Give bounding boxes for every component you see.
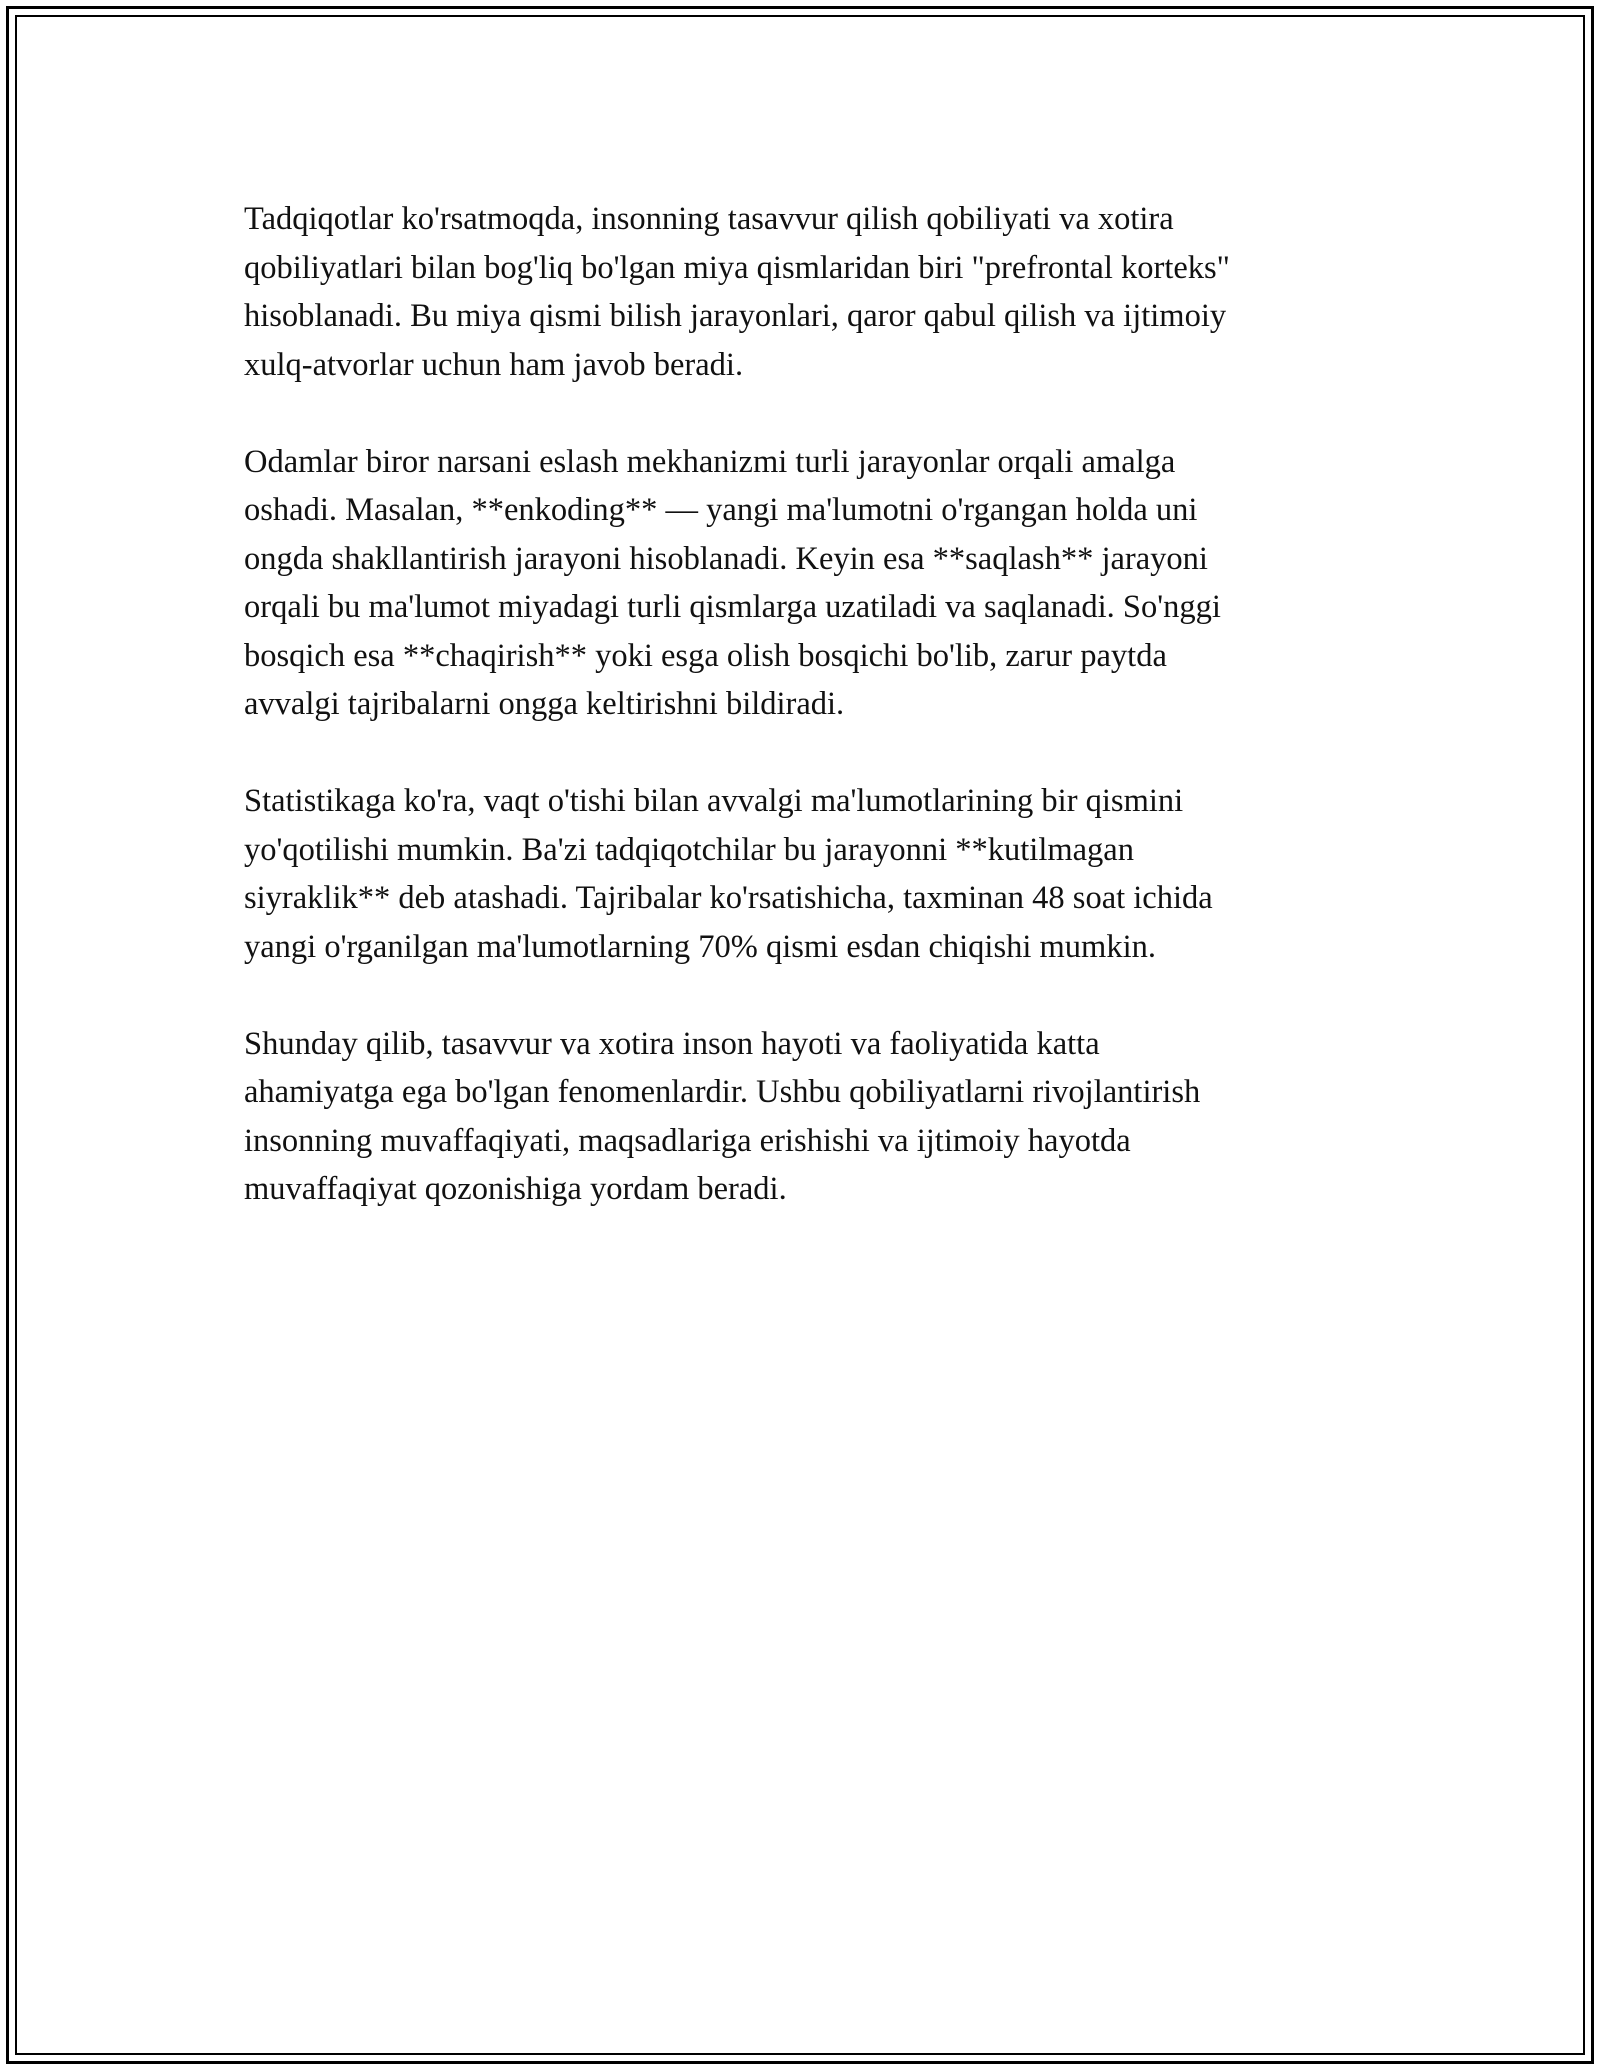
- paragraph-prefrontal-cortex: [244, 195, 1364, 389]
- text-line: ongda shakllantirish jarayoni hisoblanadi. Keyin esa **saqlash** jarayoni: [244, 540, 1208, 577]
- text-line: bosqich esa **chaqirish** yoki esga olish bosqichi bo'lib, zarur paytda: [244, 637, 1167, 674]
- paragraph-conclusion: [244, 1020, 1364, 1214]
- text-line: qobiliyatlari bilan bog'liq bo'lgan miya qismlaridan biri "prefrontal korteks": [244, 249, 1230, 286]
- text-line: insonning muvaffaqiyati, maqsadlariga erishishi va ijtimoiy hayotda: [244, 1122, 1131, 1159]
- text-line: oshadi. Masalan, **enkoding** — yangi ma'lumotni o'rgangan holda uni: [244, 492, 1198, 528]
- text-line: Statistikaga ko'ra, vaqt o'tishi bilan avvalgi ma'lumotlarining bir qismini: [244, 783, 1184, 819]
- paragraph-memory-process: [244, 438, 1364, 729]
- text-line: Odamlar biror narsani eslash mekhanizmi turli jarayonlar orqali amalga: [244, 443, 1176, 480]
- text-line: muvaffaqiyat qozonishiga yordam beradi.: [244, 1171, 787, 1207]
- text-line: Shunday qilib, tasavvur va xotira inson hayoti va faoliyatida katta: [244, 1025, 1100, 1062]
- text-line: siyraklik** deb atashadi. Tajribalar ko'rsatishicha, taxminan 48 soat ichida: [244, 880, 1213, 916]
- document-body: [244, 195, 1364, 1262]
- paragraph-statistics: [244, 777, 1364, 971]
- text-line: avvalgi tajribalarni ongga keltirishni bildiradi.: [244, 686, 845, 722]
- text-line: orqali bu ma'lumot miyadagi turli qismlarga uzatiladi va saqlanadi. So'nggi: [244, 589, 1221, 625]
- text-line: yangi o'rganilgan ma'lumotlarning 70% qismi esdan chiqishi mumkin.: [244, 928, 1156, 965]
- text-line: xulq-atvorlar uchun ham javob beradi.: [244, 346, 744, 383]
- text-line: Tadqiqotlar ko'rsatmoqda, insonning tasavvur qilish qobiliyati va xotira: [244, 201, 1174, 237]
- text-line: yo'qotilishi mumkin. Ba'zi tadqiqotchilar bu jarayonni **kutilmagan: [244, 831, 1134, 868]
- text-line: hisoblanadi. Bu miya qismi bilish jarayonlari, qaror qabul qilish va ijtimoiy: [244, 298, 1227, 334]
- text-line: ahamiyatga ega bo'lgan fenomenlardir. Ushbu qobiliyatlarni rivojlantirish: [244, 1074, 1201, 1110]
- page-border: [6, 6, 1594, 2064]
